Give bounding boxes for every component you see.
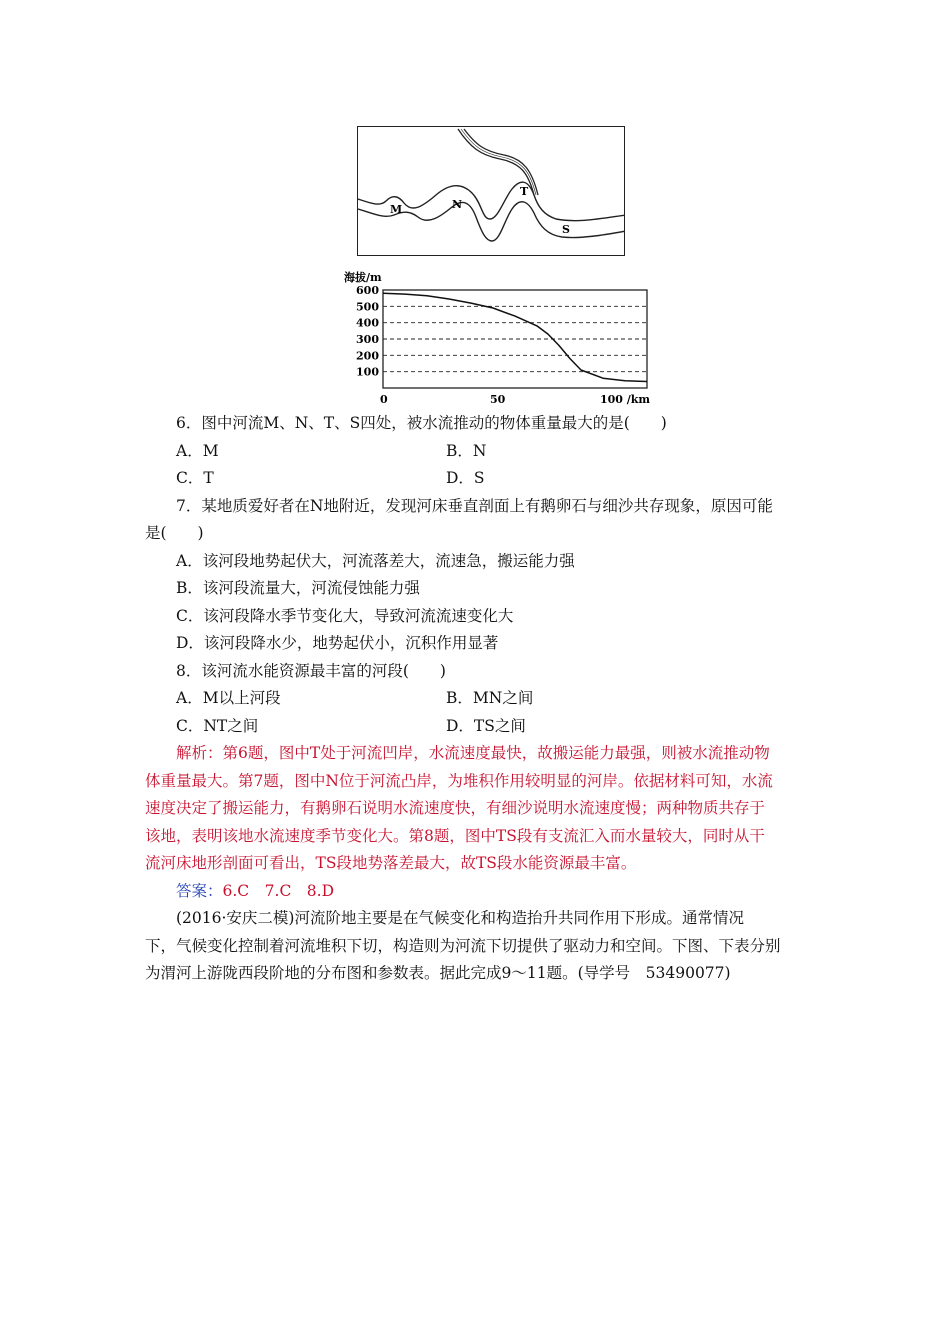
q8-option-b: B．MN之间 bbox=[446, 689, 534, 707]
intro-line-3: 为渭河上游陇西段阶地的分布图和参数表。据此完成9～11题。(导学号 53490077) bbox=[145, 964, 731, 982]
intro-line-1: (2016·安庆二模)河流阶地主要是在气候变化和构造抬升共同作用下形成。通常情况 bbox=[176, 909, 744, 927]
q6-option-d: D．S bbox=[446, 469, 485, 487]
intro-line-2: 下，气候变化控制着河流堆积下切，构造则为河流下切提供了驱动力和空间。下图、下表分别 bbox=[145, 936, 781, 955]
q8-option-a: A．M以上河段 bbox=[176, 689, 281, 707]
analysis-line-3: 速度决定了搬运能力，有鹅卵石说明水流速度快，有细沙说明水流速度慢；两种物质共存于 bbox=[145, 799, 766, 817]
y-axis-title: 海拔/m bbox=[344, 271, 382, 284]
y-tick-label: 600 bbox=[356, 284, 379, 297]
x-tick-label: 0 bbox=[380, 393, 388, 406]
q8-options-row2 bbox=[145, 713, 813, 741]
question-block bbox=[145, 410, 813, 988]
q6-option-b: B．N bbox=[446, 441, 487, 460]
river-map bbox=[357, 126, 625, 256]
q8-stem: 8．该河流水能资源最丰富的河段( ) bbox=[176, 661, 446, 680]
y-tick-label: 400 bbox=[356, 316, 379, 330]
analysis-line-5: 流河床地形剖面可看出，TS段地势落差最大，故TS段水能资源最丰富。 bbox=[145, 854, 637, 872]
q7-stem-line2: 是( ) bbox=[145, 524, 204, 542]
q7-option-b: B．该河段流量大，河流侵蚀能力强 bbox=[176, 579, 420, 597]
q6-option-a: A．M bbox=[176, 441, 219, 460]
answer-label: 答案： bbox=[176, 881, 223, 900]
analysis-line-1: 解析：第6题，图中T处于河流凹岸，水流速度最快，故搬运能力最强，则被水流推动物 bbox=[176, 744, 770, 762]
analysis-line-2: 体重量最大。第7题，图中N位于河流凸岸，为堆积作用较明显的河岸。依据材料可知，水流 bbox=[145, 771, 773, 790]
y-tick-label: 200 bbox=[356, 349, 379, 363]
x-tick-label: 100 /km bbox=[600, 393, 651, 406]
analysis-block bbox=[145, 740, 813, 878]
q6-options-row2 bbox=[145, 465, 813, 493]
river-map-drawing bbox=[358, 127, 625, 256]
q7-option-d: D．该河段降水少，地势起伏小，沉积作用显著 bbox=[176, 634, 499, 652]
y-tick-label: 300 bbox=[356, 333, 379, 346]
q8-options-row1 bbox=[145, 685, 813, 713]
label-s: S bbox=[562, 223, 570, 236]
label-n: N bbox=[452, 198, 463, 211]
x-tick-label: 50 bbox=[490, 393, 506, 406]
y-tick-label: 100 bbox=[356, 365, 379, 379]
q8-option-c: C．NT之间 bbox=[176, 716, 259, 735]
answer-value: 6.C 7.C 8.D bbox=[222, 881, 335, 900]
q6-option-c: C．T bbox=[176, 469, 214, 487]
analysis-line-4: 该地，表明该地水流速度季节变化大。第8题，图中TS段有支流汇入而水量较大，同时从干 bbox=[145, 826, 765, 845]
elevation-profile-chart bbox=[338, 268, 656, 408]
answer-line bbox=[145, 878, 813, 906]
q8-option-d: D．TS之间 bbox=[446, 716, 526, 735]
q7-stem-line1: 7．某地质爱好者在N地附近，发现河床垂直剖面上有鹅卵石与细沙共存现象，原因可能 bbox=[176, 496, 773, 515]
q6-options-row1 bbox=[145, 438, 813, 466]
label-t: T bbox=[520, 185, 529, 198]
q7-option-a: A．该河段地势起伏大，河流落差大，流速急，搬运能力强 bbox=[176, 551, 575, 570]
q6-stem: 6．图中河流M、N、T、S四处，被水流推动的物体重量最大的是( ) bbox=[176, 414, 667, 432]
elevation-profile-svg bbox=[338, 268, 656, 408]
q7-option-c: C．该河段降水季节变化大，导致河流流速变化大 bbox=[176, 606, 514, 625]
y-tick-label: 500 bbox=[356, 300, 379, 314]
label-m: M bbox=[390, 203, 403, 216]
